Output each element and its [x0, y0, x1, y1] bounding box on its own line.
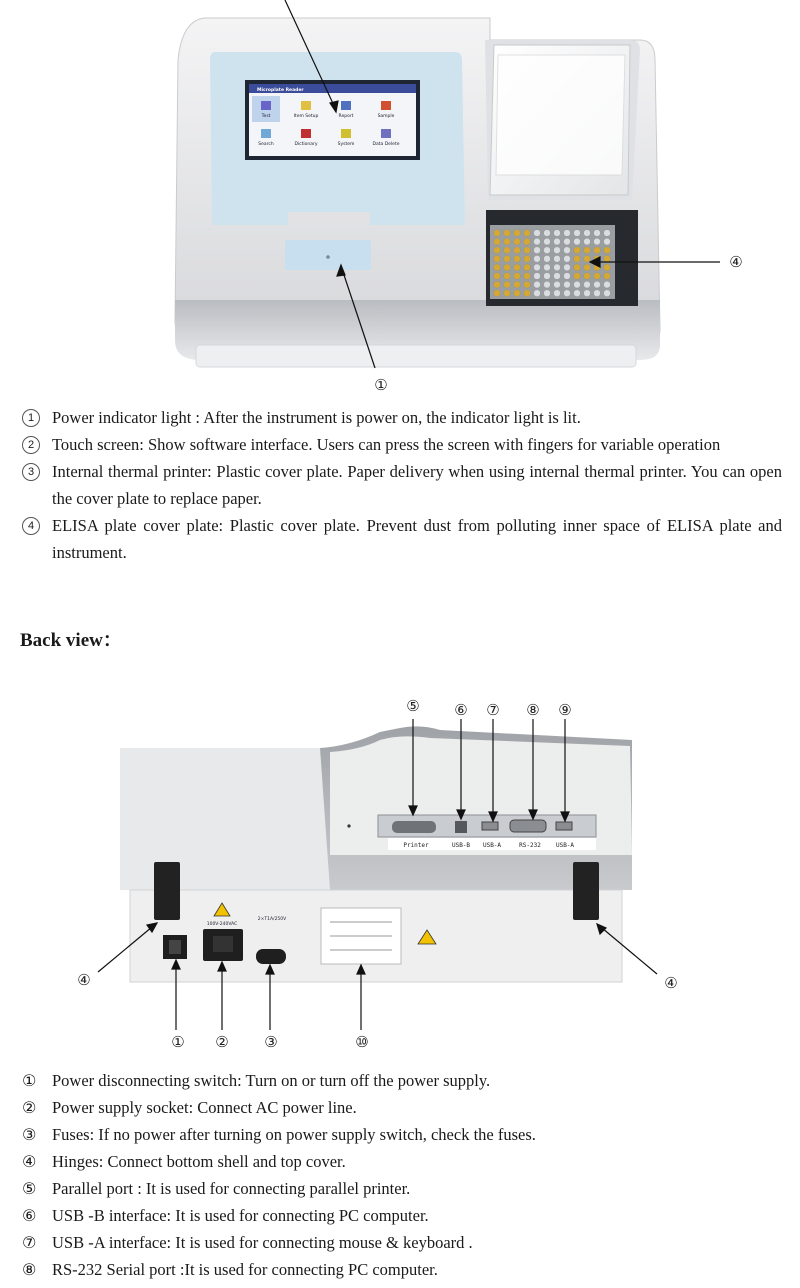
- plate-well: [584, 230, 591, 237]
- callout-usb-a-left: ⑦: [486, 701, 500, 719]
- plate-well: [554, 230, 561, 237]
- plate-well: [494, 230, 501, 237]
- callout-hinge-left: ④: [77, 971, 91, 989]
- front-view-description-list: [22, 404, 782, 566]
- usb-b-port: [455, 821, 467, 833]
- port-label: USB-A: [482, 842, 502, 849]
- screen-icon-label: Test: [261, 114, 271, 119]
- list-text: Fuses: If no power after turning on power supply switch, check the fuses.: [52, 1125, 536, 1144]
- port-label: Printer: [403, 842, 429, 849]
- plate-well: [504, 247, 511, 254]
- plate-well: [544, 273, 551, 280]
- plate-well: [564, 264, 571, 271]
- screen-icon-label: Data Delete: [372, 142, 400, 147]
- screen-icon-label: Sample: [377, 114, 395, 119]
- plate-well: [534, 255, 541, 262]
- plate-well: [504, 238, 511, 245]
- plate-well: [514, 255, 521, 262]
- plate-well: [584, 255, 591, 262]
- svg-text:100V-240VAC: 100V-240VAC: [206, 922, 238, 927]
- system-icon: [341, 129, 351, 138]
- plate-well: [564, 255, 571, 262]
- plate-well: [564, 290, 571, 297]
- elisa-plate-compartment: [486, 210, 638, 306]
- plate-well: [524, 264, 531, 271]
- plate-well: [524, 290, 531, 297]
- plate-well: [604, 247, 611, 254]
- plate-well: [594, 230, 601, 237]
- screen-icon-label: Search: [258, 142, 274, 147]
- front-view-illustration: [0, 0, 800, 400]
- plate-well: [604, 264, 611, 271]
- plate-well: [584, 273, 591, 280]
- screen-icon-label: Report: [338, 114, 354, 119]
- plate-well: [534, 273, 541, 280]
- plate-well: [534, 238, 541, 245]
- list-item: [22, 458, 782, 512]
- screen-icon-label: System: [337, 142, 355, 147]
- plate-well: [594, 273, 601, 280]
- power-indicator-panel: [285, 240, 371, 270]
- parallel-port: [392, 821, 436, 833]
- list-marker: ⑧: [22, 1260, 37, 1279]
- plate-well: [594, 247, 601, 254]
- list-marker: ②: [22, 1098, 37, 1117]
- plate-well: [574, 281, 581, 288]
- plate-well: [604, 290, 611, 297]
- power-indicator-light: [326, 255, 330, 259]
- plate-well: [574, 273, 581, 280]
- list-text: Internal thermal printer: Plastic cover plate. Paper delivery when using internal thermal printer. You can open the cover plate to replace paper.: [52, 462, 782, 508]
- plate-well: [504, 290, 511, 297]
- list-marker: ①: [22, 1071, 37, 1090]
- screen-icon-label: Dictionary: [294, 142, 318, 147]
- plate-well: [544, 247, 551, 254]
- plate-well: [494, 281, 501, 288]
- callout-usb-b: ⑥: [454, 701, 468, 719]
- plate-well: [514, 281, 521, 288]
- screen-title: Microplate Reader: [257, 88, 304, 93]
- plate-well: [504, 273, 511, 280]
- plate-well: [594, 281, 601, 288]
- plate-well: [534, 290, 541, 297]
- plate-well: [524, 281, 531, 288]
- plate-well: [564, 273, 571, 280]
- list-item: [22, 1256, 782, 1283]
- list-text: RS-232 Serial port :It is used for connecting PC computer.: [52, 1260, 438, 1279]
- plate-well: [544, 281, 551, 288]
- hinge-left: [154, 862, 180, 920]
- list-text: USB -A interface: It is used for connecting mouse & keyboard .: [52, 1233, 473, 1252]
- list-marker: 2: [22, 436, 40, 454]
- plate-well: [584, 247, 591, 254]
- list-item: [22, 1094, 782, 1121]
- plate-well: [514, 247, 521, 254]
- plate-well: [554, 238, 561, 245]
- usb-a-port-left: [482, 822, 498, 830]
- plate-well: [544, 290, 551, 297]
- list-marker: ④: [22, 1152, 37, 1171]
- search-icon: [261, 129, 271, 138]
- plate-well: [564, 281, 571, 288]
- plate-well: [554, 255, 561, 262]
- plate-well: [574, 247, 581, 254]
- plate-well: [494, 247, 501, 254]
- plate-well: [554, 247, 561, 254]
- list-marker: ⑥: [22, 1206, 37, 1225]
- plate-well: [554, 281, 561, 288]
- list-marker: ⑦: [22, 1233, 37, 1252]
- list-item: [22, 1067, 782, 1094]
- plate-well: [514, 273, 521, 280]
- plate-well: [554, 273, 561, 280]
- plate-well: [504, 230, 511, 237]
- plate-well: [514, 238, 521, 245]
- plate-well: [494, 264, 501, 271]
- list-text: Power supply socket: Connect AC power line.: [52, 1098, 357, 1117]
- port-label: USB-B: [451, 842, 471, 849]
- plate-well: [544, 255, 551, 262]
- list-marker: ③: [22, 1125, 37, 1144]
- back-view-illustration: [0, 690, 800, 1060]
- plate-well: [574, 230, 581, 237]
- list-item: [22, 1121, 782, 1148]
- plate-well: [504, 264, 511, 271]
- plate-well: [524, 238, 531, 245]
- plate-well: [594, 290, 601, 297]
- plate-well: [574, 290, 581, 297]
- list-item: [22, 404, 782, 431]
- callout-elisa-plate-cover: ④: [729, 253, 743, 271]
- plate-well: [564, 230, 571, 237]
- list-text: Hinges: Connect bottom shell and top cover.: [52, 1152, 346, 1171]
- plate-well: [564, 247, 571, 254]
- plate-well: [494, 255, 501, 262]
- list-marker: 3: [22, 463, 40, 481]
- item-setup-icon: [301, 101, 311, 110]
- sample-icon: [381, 101, 391, 110]
- plate-well: [524, 255, 531, 262]
- port-label: USB-A: [555, 842, 575, 849]
- callout-power-switch: ①: [171, 1033, 185, 1051]
- list-marker: 4: [22, 517, 40, 535]
- plate-well: [604, 281, 611, 288]
- list-marker: 1: [22, 409, 40, 427]
- plate-well: [584, 264, 591, 271]
- plate-well: [544, 230, 551, 237]
- list-item: [22, 1148, 782, 1175]
- plate-well: [574, 238, 581, 245]
- list-text: Power indicator light : After the instrument is power on, the indicator light is lit.: [52, 408, 581, 427]
- list-item: [22, 512, 782, 566]
- plate-well: [584, 281, 591, 288]
- callout-power-socket: ②: [215, 1033, 229, 1051]
- plate-well: [584, 290, 591, 297]
- callout-usb-a-right: ⑨: [558, 701, 572, 719]
- list-item: [22, 431, 782, 458]
- callout-label-plate: ⑩: [355, 1033, 369, 1051]
- printer-cover: [485, 40, 640, 200]
- dictionary-icon: [301, 129, 311, 138]
- list-item: [22, 1175, 782, 1202]
- plate-well: [504, 281, 511, 288]
- list-marker: ⑤: [22, 1179, 37, 1198]
- plate-well: [604, 273, 611, 280]
- callout-fuses: ③: [264, 1033, 278, 1051]
- rs232-port: [510, 820, 546, 832]
- plate-well: [524, 230, 531, 237]
- screen-icon-label: Item Setup: [293, 114, 319, 119]
- list-text: ELISA plate cover plate: Plastic cover plate. Prevent dust from polluting inner space of ELISA plate and instrument.: [52, 516, 782, 562]
- data-delete-icon: [381, 129, 391, 138]
- plate-well: [574, 264, 581, 271]
- callout-power-indicator: ①: [374, 376, 388, 394]
- plate-well: [504, 255, 511, 262]
- plate-well: [554, 264, 561, 271]
- plate-well: [534, 230, 541, 237]
- hinge-right: [573, 862, 599, 920]
- plate-well: [594, 238, 601, 245]
- list-text: Power disconnecting switch: Turn on or turn off the power supply.: [52, 1071, 491, 1090]
- callout-parallel-port: ⑤: [406, 697, 420, 715]
- svg-text:2×T1A/250V: 2×T1A/250V: [257, 917, 287, 922]
- plate-well: [544, 264, 551, 271]
- usb-a-port-right: [556, 822, 572, 830]
- plate-well: [534, 247, 541, 254]
- report-icon: [341, 101, 351, 110]
- plate-well: [494, 238, 501, 245]
- touch-screen: [245, 80, 420, 160]
- test-icon: [261, 101, 271, 110]
- plate-well: [524, 273, 531, 280]
- list-item: [22, 1202, 782, 1229]
- list-item: [22, 1229, 782, 1256]
- back-view-description-list: [22, 1067, 782, 1283]
- list-text: USB -B interface: It is used for connecting PC computer.: [52, 1206, 429, 1225]
- plate-well: [534, 281, 541, 288]
- callout-hinge-right: ④: [664, 974, 678, 992]
- plate-well: [524, 247, 531, 254]
- plate-well: [514, 290, 521, 297]
- plate-well: [574, 255, 581, 262]
- plate-well: [604, 255, 611, 262]
- back-view-heading: Back view：: [20, 630, 122, 651]
- list-text: Parallel port : It is used for connecting parallel printer.: [52, 1179, 411, 1198]
- plate-well: [604, 230, 611, 237]
- plate-well: [584, 238, 591, 245]
- plate-well: [604, 238, 611, 245]
- plate-well: [494, 290, 501, 297]
- plate-well: [534, 264, 541, 271]
- list-text: Touch screen: Show software interface. Users can press the screen with fingers for variable operation: [52, 435, 721, 454]
- plate-well: [514, 230, 521, 237]
- plate-well: [514, 264, 521, 271]
- callout-rs232: ⑧: [526, 701, 540, 719]
- plate-well: [494, 273, 501, 280]
- plate-well: [544, 238, 551, 245]
- plate-well: [564, 238, 571, 245]
- port-label: RS-232: [519, 842, 541, 849]
- plate-well: [554, 290, 561, 297]
